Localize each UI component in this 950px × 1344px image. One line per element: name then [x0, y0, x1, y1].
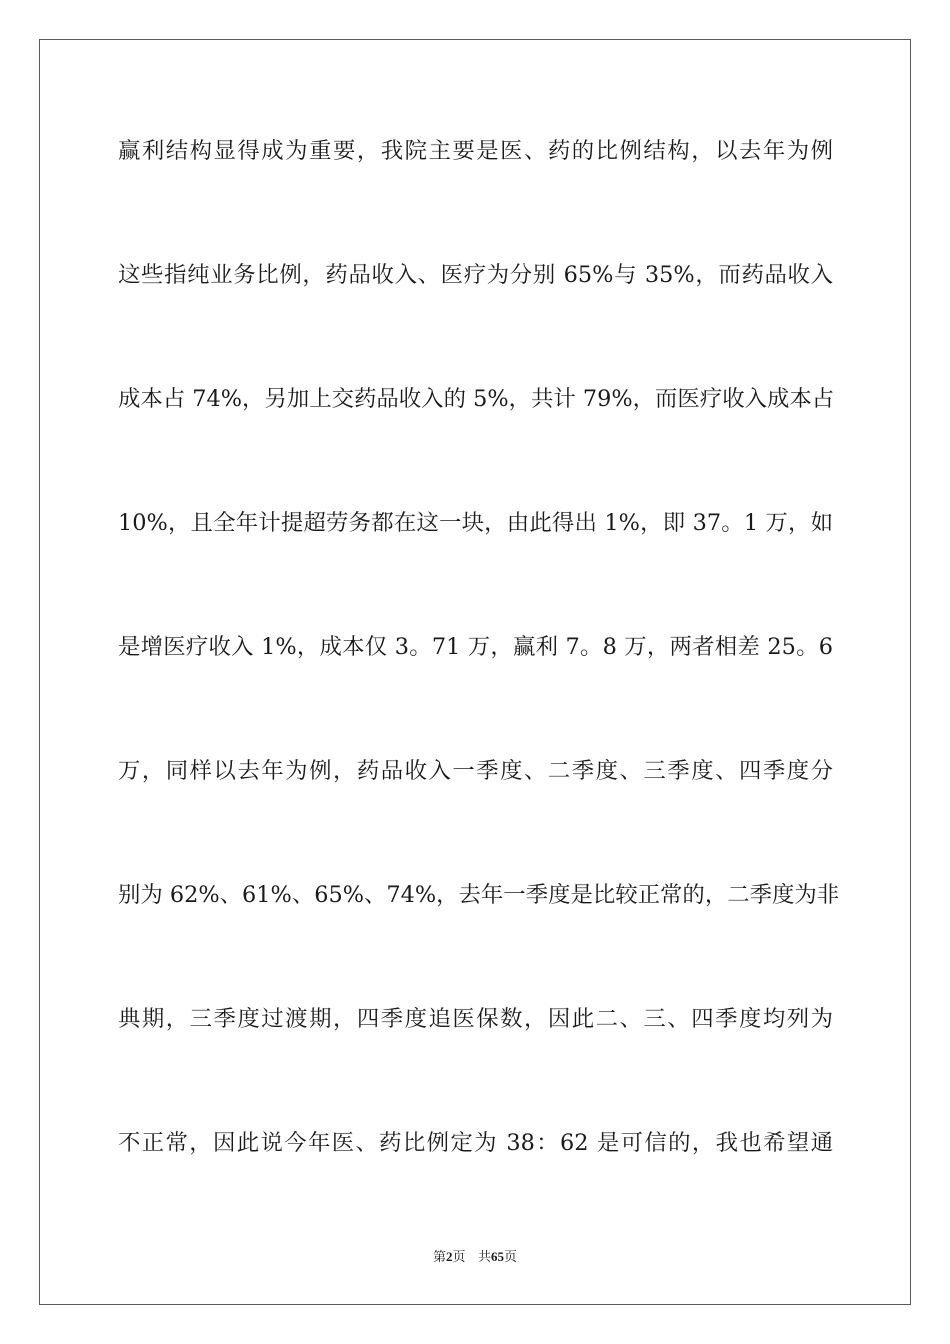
- text-line-8: 典期，三季度过渡期，四季度追医保数，因此二、三、四季度均列为: [118, 1006, 833, 1032]
- text-line-3: 成本占 74%，另加上交药品收入的 5%，共计 79%，而医疗收入成本占: [118, 386, 835, 412]
- text-line-1: 赢利结构显得成为重要，我院主要是医、药的比例结构，以去年为例: [118, 138, 833, 164]
- page-footer: [0, 1246, 950, 1265]
- total-prefix: 共: [477, 1250, 491, 1265]
- text-line-7: 别为 62%、61%、65%、74%，去年一季度是比较正常的，二季度为非: [118, 882, 840, 908]
- text-line-4: 10%，且全年计提超劳务都在这一块，由此得出 1%，即 37。1 万，如: [118, 510, 833, 536]
- page-border: [39, 39, 911, 1305]
- page-number: 2: [446, 1249, 453, 1264]
- total-suffix: 页: [503, 1250, 517, 1265]
- total-pages: 65: [490, 1249, 504, 1264]
- page-suffix: 页: [452, 1250, 466, 1265]
- text-line-5: 是增医疗收入 1%，成本仅 3。71 万，赢利 7。8 万，两者相差 25。6: [118, 634, 833, 660]
- text-line-2: 这些指纯业务比例，药品收入、医疗为分别 65%与 35%，而药品收入: [118, 262, 833, 288]
- page-prefix: 第: [433, 1250, 447, 1265]
- text-line-6: 万，同样以去年为例，药品收入一季度、二季度、三季度、四季度分: [118, 758, 833, 784]
- text-line-9: 不正常，因此说今年医、药比例定为 38：62 是可信的，我也希望通: [118, 1130, 833, 1156]
